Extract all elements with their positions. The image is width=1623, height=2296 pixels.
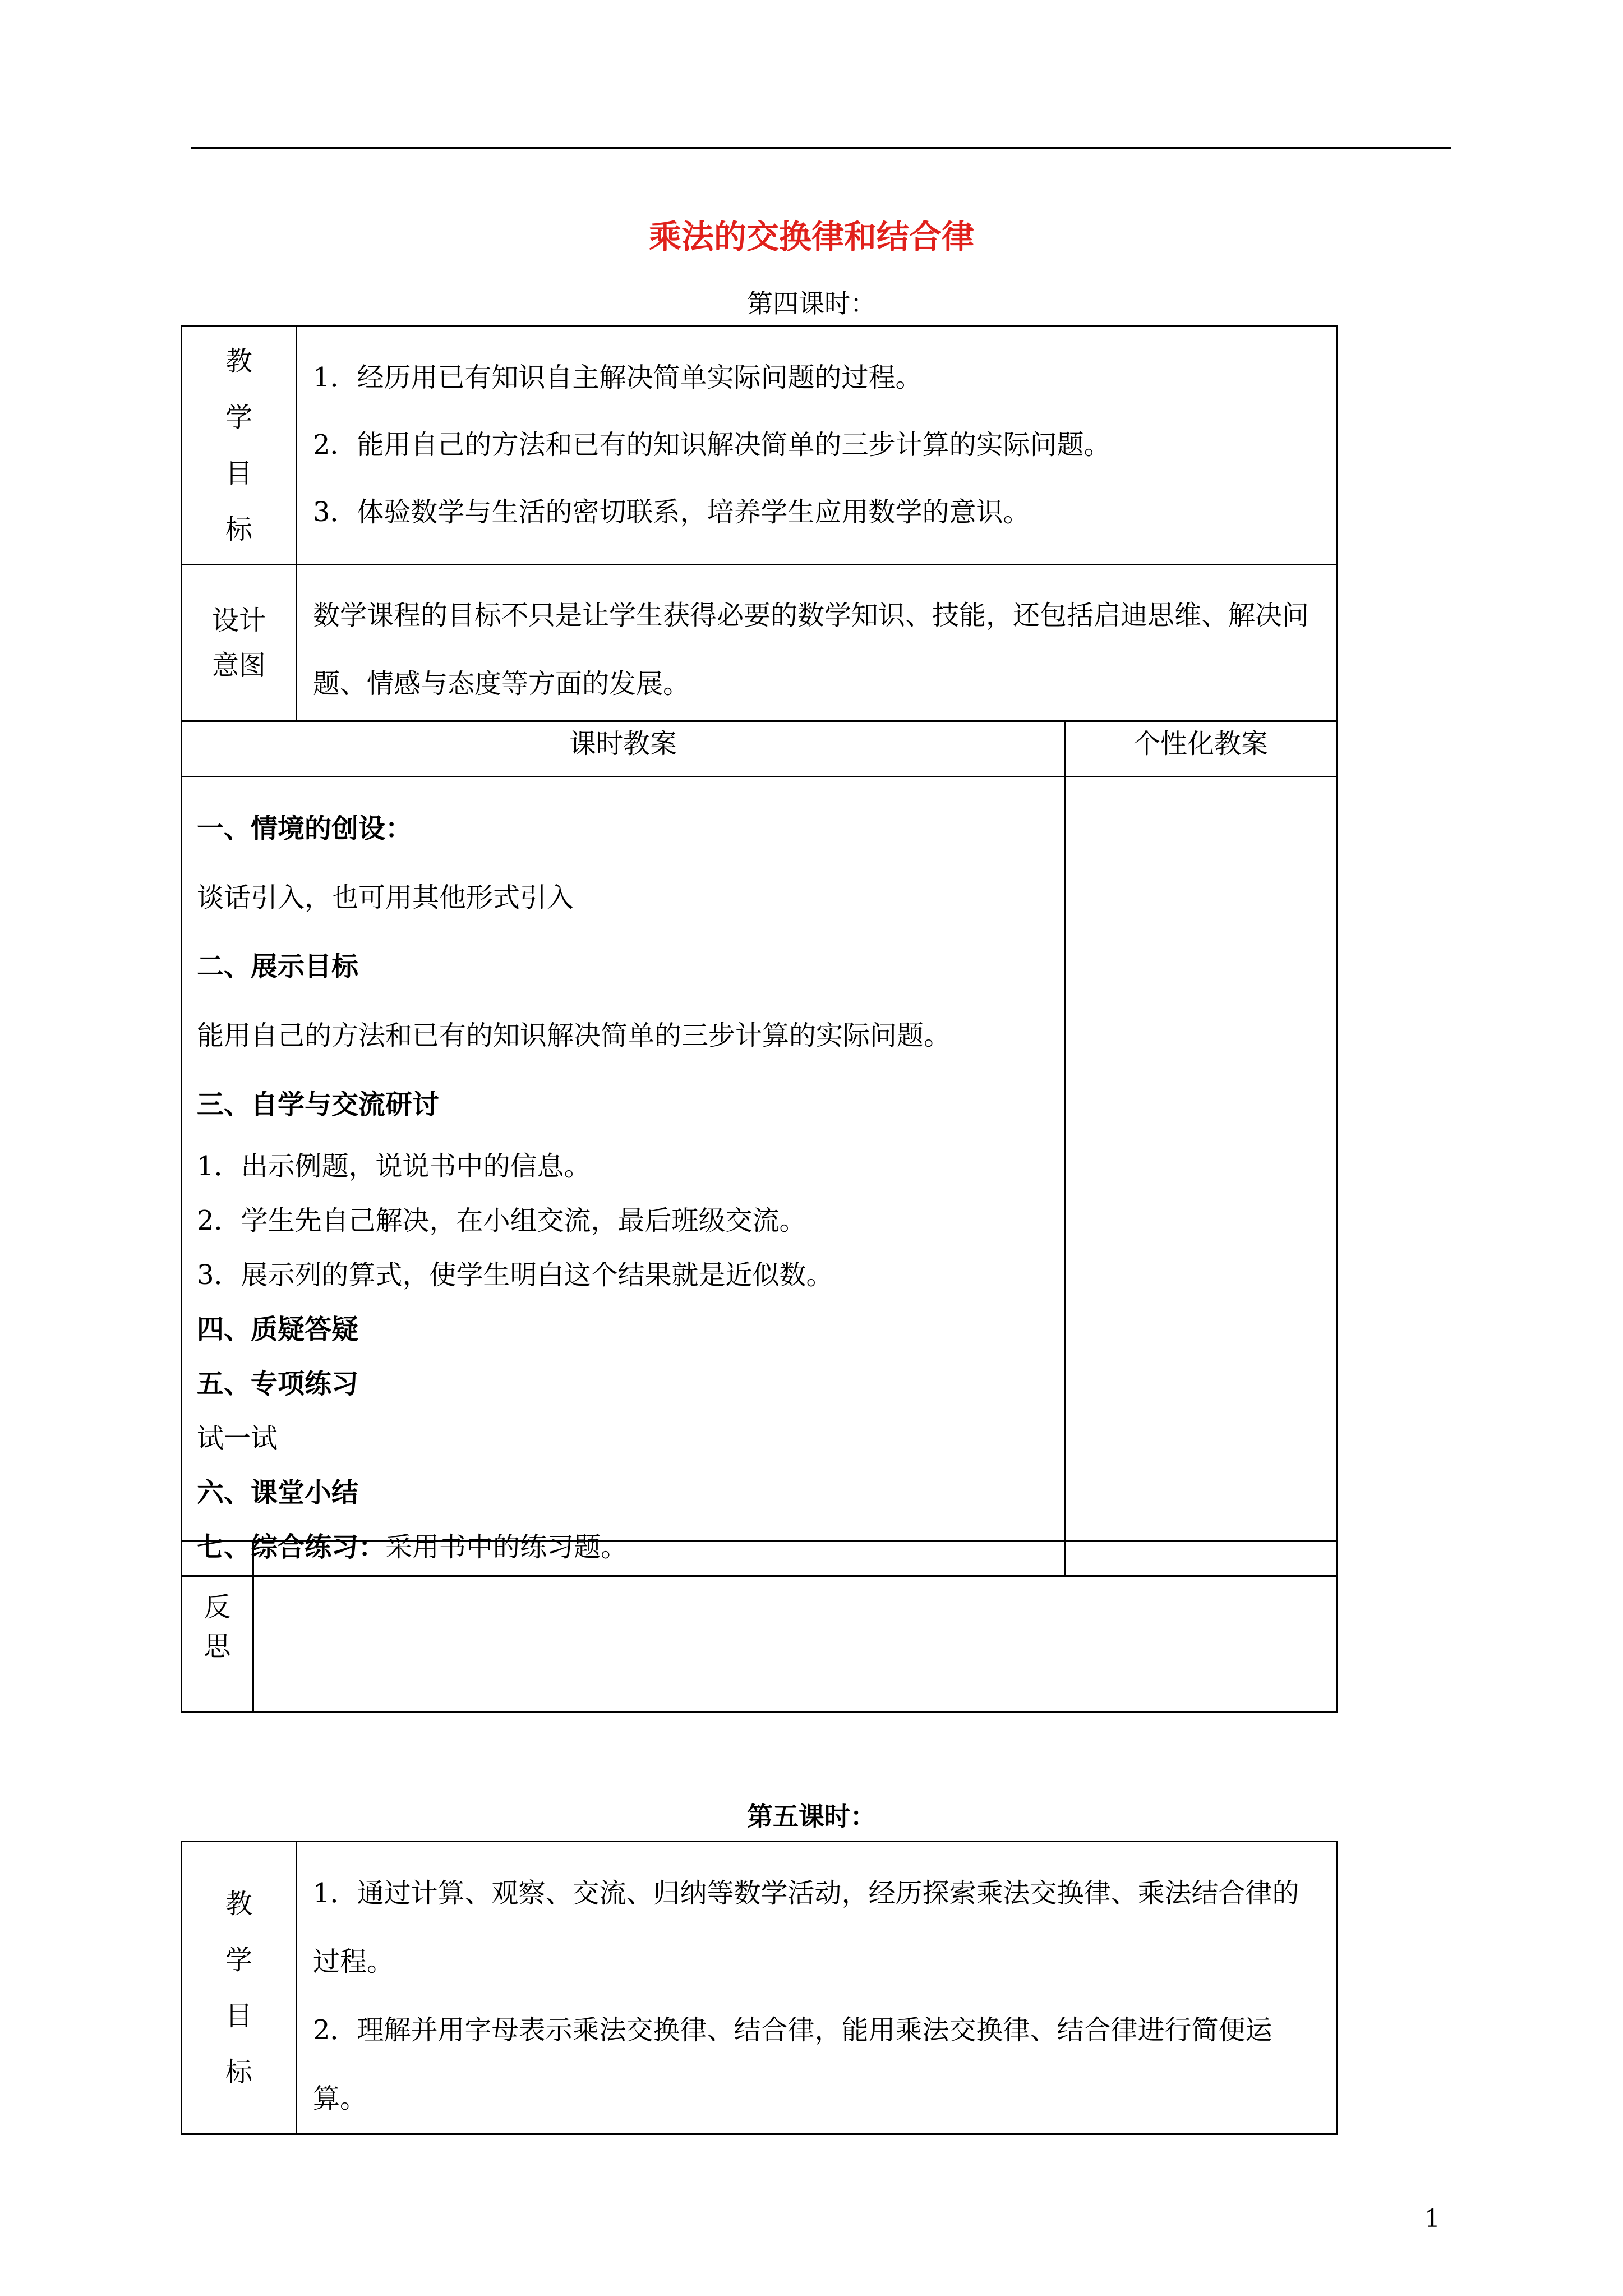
plan-text: 谈话引入，也可用其他形式引入: [197, 882, 574, 913]
goals-content: [297, 1842, 1337, 2134]
col-header-personal: 个性化教案: [1065, 721, 1337, 777]
plan-heading: 四、质疑答疑: [197, 1314, 359, 1345]
personal-plan-cell: [1065, 777, 1337, 1576]
plan-step: 1．出示例题，说说书中的信息。: [197, 1151, 591, 1182]
page-number: 1: [1424, 2205, 1440, 2233]
plan-text: 采用书中的练习题。: [385, 1531, 628, 1563]
plan-heading: 七、综合练习：: [197, 1531, 386, 1563]
design-content: 数学课程的目标不只是让学生获得必要的数学知识、技能，还包括启迪思维、解决问题、情感与态度等方面的发展。: [297, 565, 1337, 721]
reflection-content: [253, 1541, 1337, 1713]
header-rule: [191, 147, 1451, 149]
goals-label: 教 学 目 标: [182, 1842, 297, 2134]
document-title: 乘法的交换律和结合律: [648, 218, 974, 256]
design-label: 设计 意图: [182, 565, 297, 721]
session-5-heading: 第五课时：: [747, 1801, 876, 1832]
plan-heading: 二、展示目标: [197, 951, 359, 982]
goal-item: 1．经历用已有知识自主解决简单实际问题的过程。: [313, 362, 923, 393]
plan-heading: 三、自学与交流研讨: [197, 1089, 440, 1120]
session-5-table: [181, 1841, 1338, 2135]
session-4-heading: 第四课时：: [747, 288, 876, 319]
plan-step: 2．学生先自己解决，在小组交流，最后班级交流。: [197, 1205, 806, 1236]
plan-heading: 一、情境的创设：: [197, 813, 413, 844]
goal-item: 3．体验数学与生活的密切联系，培养学生应用数学的意识。: [313, 496, 1030, 528]
goal-item: 2．理解并用字母表示乘法交换律、结合律，能用乘法交换律、结合律进行简便运算。: [313, 2014, 1272, 2114]
plan-text: 试一试: [197, 1423, 278, 1454]
goals-content: [297, 326, 1337, 565]
goals-label: 教 学 目 标: [182, 326, 297, 565]
reflection-label: 反 思: [182, 1541, 253, 1713]
goal-item: 2．能用自己的方法和已有的知识解决简单的三步计算的实际问题。: [313, 429, 1111, 461]
reflection-table: [181, 1540, 1338, 1713]
plan-heading: 六、课堂小结: [197, 1477, 359, 1508]
session-4-table: [181, 325, 1338, 1577]
lesson-plan: [182, 777, 1065, 1576]
col-header-plan: 课时教案: [182, 721, 1065, 777]
goal-item: 1．通过计算、观察、交流、归纳等数学活动，经历探索乘法交换律、乘法结合律的过程。: [313, 1878, 1299, 1977]
plan-text: 能用自己的方法和已有的知识解决简单的三步计算的实际问题。: [197, 1020, 951, 1051]
plan-heading: 五、专项练习: [197, 1368, 359, 1400]
plan-step: 3．展示列的算式，使学生明白这个结果就是近似数。: [197, 1259, 833, 1291]
